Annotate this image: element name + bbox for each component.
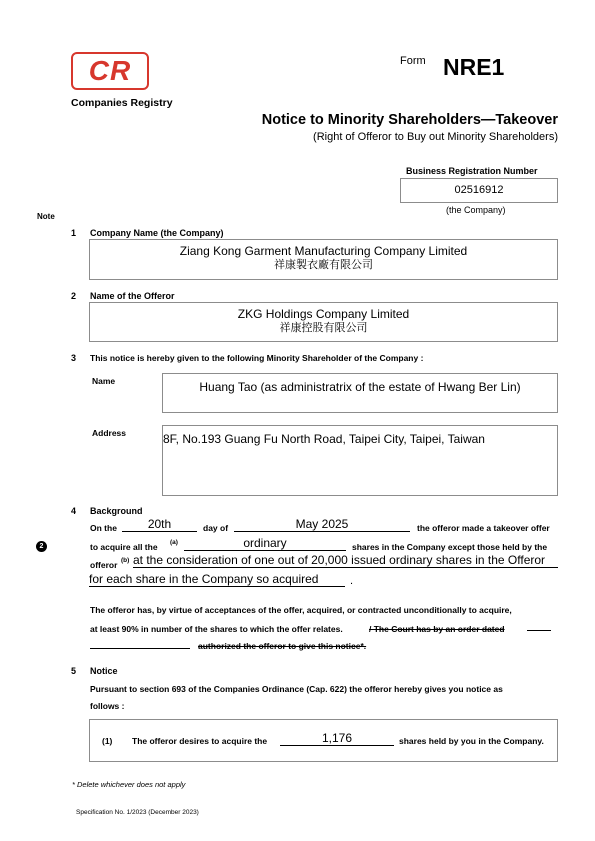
authorized-struck-text: authorized the offeror to give this notice*. (198, 641, 367, 651)
registry-name: Companies Registry (71, 97, 173, 109)
section-4-label: Background (90, 506, 143, 516)
form-label: Form (400, 55, 426, 67)
section-1-number: 1 (71, 228, 77, 238)
brn-value: 02516912 (454, 184, 504, 196)
day-of-text: day of (203, 523, 229, 533)
note-2-number: 2 (39, 543, 44, 550)
offeror-text: offeror (90, 560, 118, 570)
offeror-name-en: ZKG Holdings Company Limited (237, 307, 410, 321)
shareholder-name-field[interactable] (162, 373, 558, 413)
section-5-para-2: follows : (90, 701, 125, 711)
offeror-name-zh: 祥康控股有限公司 (279, 321, 368, 334)
section-4-para-2: at least 90% in number of the shares to which the offer relates. (90, 624, 343, 634)
share-class-field[interactable]: ordinary (184, 537, 346, 551)
offeror-name-field[interactable] (89, 302, 558, 342)
court-order-date-blank-2[interactable] (90, 648, 190, 649)
note-column-label: Note (37, 212, 55, 221)
specification: Specification No. 1/2023 (December 2023) (76, 809, 199, 816)
section-3-number: 3 (71, 353, 77, 363)
section-4-para-1: The offeror has, by virtue of acceptances of the offer, acquired, or contracted unconditionally to acquire, (90, 605, 512, 615)
shares-count-field[interactable]: 1,176 (280, 732, 394, 746)
shareholder-name-value: Huang Tao (as administratrix of the estate of Hwang Ber Lin) (199, 380, 521, 394)
brn-field[interactable] (400, 178, 558, 203)
section-5-number: 5 (71, 666, 77, 676)
notice-item-text-1: The offeror desires to acquire the (132, 736, 268, 746)
marker-b: (b) (121, 557, 130, 564)
marker-a: (a) (170, 539, 178, 546)
section-5-para-1: Pursuant to section 693 of the Companies Ordinance (Cap. 622) the offeror hereby gives you notice as (90, 684, 503, 694)
month-year-field[interactable]: May 2025 (234, 518, 410, 532)
delete-note: * Delete whichever does not apply (72, 780, 186, 789)
consideration-line-2[interactable]: for each share in the Company so acquired (89, 572, 345, 587)
court-order-struck-text: / The Court has by an order dated (369, 624, 505, 634)
shareholder-name-label: Name (92, 376, 116, 386)
company-name-field[interactable] (89, 239, 558, 280)
acquire-all-text: to acquire all the (90, 542, 158, 552)
note-2-marker (36, 541, 47, 552)
court-order-date-blank[interactable] (527, 630, 551, 631)
section-2-number: 2 (71, 291, 77, 301)
day-field[interactable]: 20th (122, 518, 197, 532)
shareholder-address-label: Address (92, 428, 127, 438)
notice-item-text-2: shares held by you in the Company. (399, 736, 544, 746)
on-the-text: On the (90, 523, 117, 533)
section-5-label: Notice (90, 666, 118, 676)
form-code: NRE1 (443, 54, 505, 80)
section-2-label: Name of the Offeror (90, 291, 175, 301)
page-subtitle: (Right of Offeror to Buy out Minority Shareholders) (313, 131, 558, 143)
shares-except-text: shares in the Company except those held by the (352, 542, 548, 552)
section-4-number: 4 (71, 506, 77, 516)
brn-label: Business Registration Number (406, 166, 538, 176)
consideration-line-1[interactable]: at the consideration of one out of 20,000 issued ordinary shares in the Offeror (133, 553, 558, 568)
cr-logo-text: CR (88, 55, 132, 86)
brn-caption: (the Company) (446, 205, 506, 215)
offer-text: the offeror made a takeover offer (417, 523, 550, 533)
page-title: Notice to Minority Shareholders—Takeover (261, 112, 558, 128)
notice-item-box (89, 719, 558, 762)
shareholder-address-field[interactable] (162, 425, 558, 496)
section-1-label: Company Name (the Company) (90, 228, 224, 238)
section-3-label: This notice is hereby given to the following Minority Shareholder of the Company : (90, 353, 424, 363)
consideration-period: . (350, 575, 354, 587)
shareholder-address-value: 8F, No.193 Guang Fu North Road, Taipei City, Taipei, Taiwan (163, 432, 485, 446)
company-name-zh: 祥康製衣廠有限公司 (274, 258, 373, 271)
notice-item-number: (1) (102, 736, 113, 746)
company-name-en: Ziang Kong Garment Manufacturing Company Limited (179, 244, 468, 258)
cr-logo (71, 52, 149, 90)
